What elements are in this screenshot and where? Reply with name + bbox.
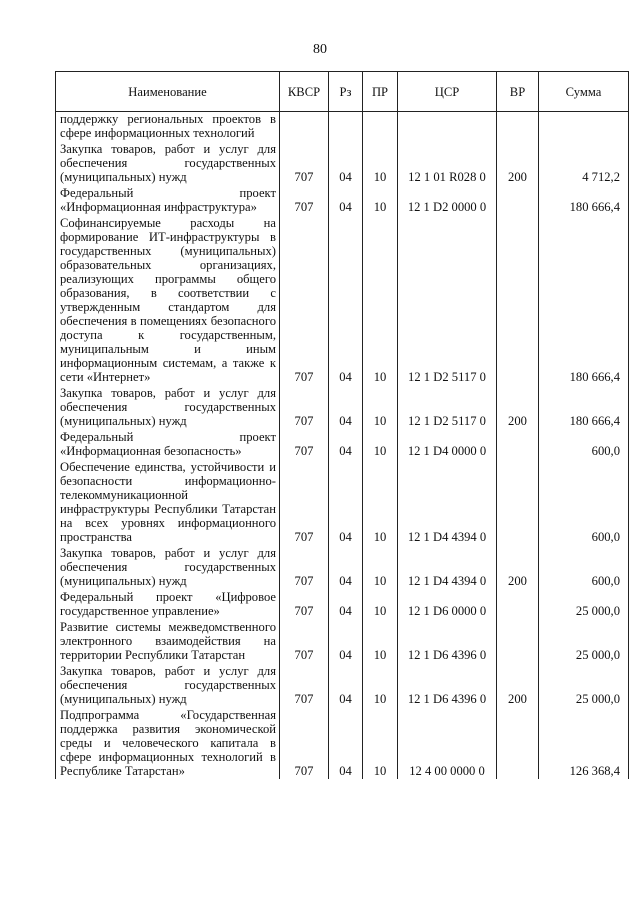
header-csr: ЦСР [398,72,497,112]
row-ksvr-cell: 707 [280,707,329,779]
row-vr-cell: 200 [497,385,539,429]
row-ksvr-cell: 707 [280,459,329,545]
row-sum-cell: 180 666,4 [539,215,629,385]
header-name: Наименование [56,72,280,112]
table-row [56,429,629,459]
row-sum-cell: 600,0 [539,429,629,459]
row-rz-cell: 04 [329,619,363,663]
row-rz-cell: 04 [329,215,363,385]
row-pr-cell: 10 [363,185,398,215]
row-name-cell: Софинансируемые расходы на формирование ИТ-инфраструктуры в государственных (муниципальных) образовательных организациях, реализующих программы общего образования, в соответствии с утвержденным стандартом для обеспечения в помещениях безопасного доступа к государственным, муниципальным и иным информационным системам, а также к сети «Интернет» [56,215,280,385]
header-sum: Сумма [539,72,629,112]
row-csr-cell: 12 1 D2 5117 0 [398,215,497,385]
row-ksvr-cell: 707 [280,545,329,589]
row-rz-cell: 04 [329,385,363,429]
row-rz-cell: 04 [329,185,363,215]
header-pr: ПР [363,72,398,112]
table-row [56,215,629,385]
table-row [56,619,629,663]
row-pr-cell: 10 [363,459,398,545]
row-rz-cell [329,112,363,142]
row-sum-cell: 4 712,2 [539,141,629,185]
row-ksvr-cell: 707 [280,141,329,185]
row-ksvr-cell: 707 [280,215,329,385]
row-csr-cell: 12 1 D4 0000 0 [398,429,497,459]
row-ksvr-cell: 707 [280,589,329,619]
row-rz-cell: 04 [329,545,363,589]
header-rz: Рз [329,72,363,112]
row-name-cell: Закупка товаров, работ и услуг для обеспечения государственных (муниципальных) нужд [56,141,280,185]
row-ksvr-cell: 707 [280,185,329,215]
row-vr-cell [497,459,539,545]
row-name-cell: Подпрограмма «Государственная поддержка развития экономической среды и человеческого капитала в сфере информационных технологий в Республике Татарстан» [56,707,280,779]
row-name-cell: Обеспечение единства, устойчивости и безопасности информационно-телекоммуникационной инфраструктуры Республики Татарстан на всех уровнях информационного пространства [56,459,280,545]
row-sum-cell: 180 666,4 [539,185,629,215]
row-ksvr-cell [280,112,329,142]
header-ksvr: КВСР [280,72,329,112]
row-vr-cell [497,589,539,619]
table-row [56,545,629,589]
row-name-cell: Закупка товаров, работ и услуг для обеспечения государственных (муниципальных) нужд [56,663,280,707]
row-csr-cell: 12 1 D4 4394 0 [398,545,497,589]
row-rz-cell: 04 [329,589,363,619]
row-vr-cell [497,112,539,142]
row-ksvr-cell: 707 [280,385,329,429]
row-pr-cell: 10 [363,663,398,707]
header-vr: ВР [497,72,539,112]
table-row [56,141,629,185]
row-name-cell: Федеральный проект «Информационная инфраструктура» [56,185,280,215]
row-name-cell: Закупка товаров, работ и услуг для обеспечения государственных (муниципальных) нужд [56,545,280,589]
row-csr-cell: 12 1 D2 5117 0 [398,385,497,429]
row-rz-cell: 04 [329,141,363,185]
table-row [56,112,629,142]
row-vr-cell [497,707,539,779]
table-row [56,589,629,619]
row-rz-cell: 04 [329,459,363,545]
row-name-cell: поддержку региональных проектов в сфере информационных технологий [56,112,280,142]
row-csr-cell: 12 1 D6 0000 0 [398,589,497,619]
row-vr-cell [497,215,539,385]
row-sum-cell: 25 000,0 [539,619,629,663]
row-sum-cell: 25 000,0 [539,589,629,619]
row-csr-cell: 12 4 00 0000 0 [398,707,497,779]
row-csr-cell: 12 1 D6 4396 0 [398,619,497,663]
row-pr-cell: 10 [363,141,398,185]
row-vr-cell [497,185,539,215]
row-csr-cell: 12 1 D4 4394 0 [398,459,497,545]
row-vr-cell: 200 [497,141,539,185]
row-sum-cell: 126 368,4 [539,707,629,779]
row-vr-cell: 200 [497,663,539,707]
row-pr-cell: 10 [363,619,398,663]
table-row [56,663,629,707]
row-sum-cell: 180 666,4 [539,385,629,429]
row-name-cell: Федеральный проект «Информационная безопасность» [56,429,280,459]
row-rz-cell: 04 [329,663,363,707]
row-csr-cell: 12 1 D6 4396 0 [398,663,497,707]
row-ksvr-cell: 707 [280,619,329,663]
row-pr-cell: 10 [363,215,398,385]
row-csr-cell: 12 1 D2 0000 0 [398,185,497,215]
row-sum-cell [539,112,629,142]
table-row [56,185,629,215]
row-vr-cell [497,619,539,663]
row-ksvr-cell: 707 [280,429,329,459]
table-row [56,459,629,545]
row-rz-cell: 04 [329,707,363,779]
row-name-cell: Развитие системы межведомственного электронного взаимодействия на территории Республики Татарстан [56,619,280,663]
table-row [56,385,629,429]
row-pr-cell: 10 [363,589,398,619]
row-vr-cell [497,429,539,459]
page-number: 80 [313,42,327,57]
row-name-cell: Федеральный проект «Цифровое государственное управление» [56,589,280,619]
row-pr-cell: 10 [363,429,398,459]
row-pr-cell [363,112,398,142]
row-csr-cell: 12 1 01 R028 0 [398,141,497,185]
row-pr-cell: 10 [363,707,398,779]
row-sum-cell: 600,0 [539,545,629,589]
row-name-cell: Закупка товаров, работ и услуг для обеспечения государственных (муниципальных) нужд [56,385,280,429]
row-sum-cell: 600,0 [539,459,629,545]
row-vr-cell: 200 [497,545,539,589]
row-sum-cell: 25 000,0 [539,663,629,707]
row-pr-cell: 10 [363,385,398,429]
budget-table [55,71,629,779]
row-ksvr-cell: 707 [280,663,329,707]
row-rz-cell: 04 [329,429,363,459]
table-row [56,707,629,779]
table-header-row [56,72,629,112]
row-pr-cell: 10 [363,545,398,589]
row-csr-cell [398,112,497,142]
